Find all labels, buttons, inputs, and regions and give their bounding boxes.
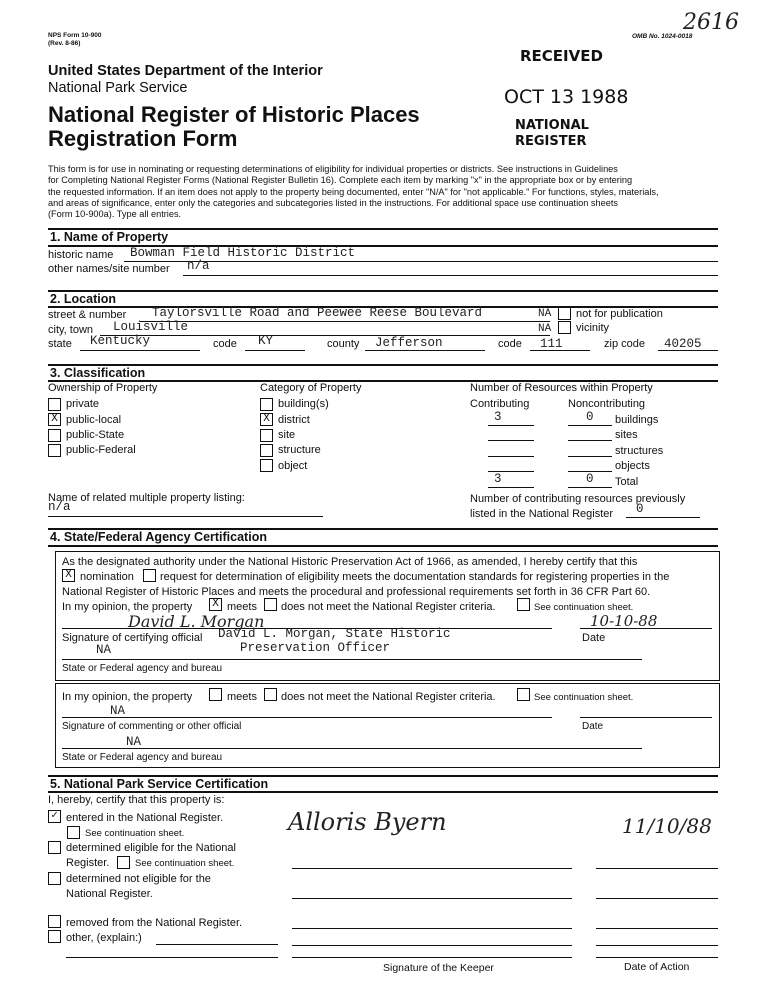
removed-label: removed from the National Register. — [66, 917, 243, 929]
agency2-value[interactable]: NA — [126, 735, 142, 749]
category-object-checkbox[interactable] — [260, 459, 273, 472]
other-names-label: other names/site number — [48, 263, 170, 275]
other-checkbox[interactable] — [48, 930, 61, 943]
certifying-official-name: David L. Morgan, State Historic Preservation Officer — [218, 627, 451, 655]
entered-label: entered in the National Register. — [66, 812, 224, 824]
county-code-label: code — [498, 338, 522, 350]
not-eligible-checkbox[interactable] — [48, 872, 61, 885]
received-date-stamp: OCT 13 1988 — [504, 86, 629, 108]
county-value[interactable]: Jefferson — [375, 336, 443, 350]
commenting-date-label: Date — [582, 721, 604, 732]
objects-label: objects — [615, 460, 650, 472]
certifying-agency-value[interactable]: NA — [96, 643, 112, 657]
county-label: county — [327, 338, 360, 350]
category-district-checkbox[interactable]: X — [260, 413, 273, 426]
meets-checkbox[interactable]: X — [209, 598, 222, 611]
resources-header: Number of Resources within Property — [470, 382, 653, 394]
section-2-title: 2. Location — [50, 292, 116, 306]
received-stamp: RECEIVED — [520, 47, 603, 65]
section-5-title: 5. National Park Service Certification — [50, 777, 269, 791]
vicinity-checkbox[interactable] — [558, 321, 571, 334]
see-cont-a-checkbox[interactable] — [67, 826, 80, 839]
state-code-value[interactable]: KY — [258, 334, 274, 348]
not-for-publication-label: not for publication — [576, 308, 663, 320]
ownership-public-state-label: public-State — [66, 429, 125, 441]
ownership-public-local-checkbox[interactable]: X — [48, 413, 61, 426]
page-title: National Register of Historic Places Registration Form — [48, 102, 420, 151]
ownership-public-state-checkbox[interactable] — [48, 429, 61, 442]
city-value[interactable]: Louisville — [113, 320, 189, 334]
section-4-title: 4. State/Federal Agency Certification — [50, 530, 267, 544]
category-district-label: district — [278, 414, 310, 426]
stamp-register: REGISTER — [515, 134, 587, 149]
meets2-label: meets — [227, 691, 257, 703]
buildings-label: buildings — [615, 414, 659, 426]
total-noncontributing[interactable]: 0 — [586, 472, 594, 486]
keeper-signature: Alloris Byern — [288, 808, 447, 836]
section-3-title: 3. Classification — [50, 366, 146, 380]
meets-label: meets — [227, 601, 257, 613]
determined-eligible-checkbox[interactable] — [48, 841, 61, 854]
other-label: other, (explain:) — [66, 932, 142, 944]
cert-line-2: request for determination of eligibility meets the documentation standards for registering properties in the — [160, 571, 670, 583]
vicinity-na: NA — [538, 323, 552, 335]
ownership-private-label: private — [66, 398, 100, 410]
buildings-noncontributing[interactable]: 0 — [586, 410, 594, 424]
zip-value[interactable]: 40205 — [664, 337, 702, 351]
certifying-signature-label: Signature of certifying official — [62, 632, 203, 644]
commenting-official-value[interactable]: NA — [110, 704, 126, 718]
ownership-public-federal-label: public-Federal — [66, 444, 136, 456]
handwritten-number: 2616 — [683, 10, 739, 35]
total-contributing[interactable]: 3 — [494, 472, 502, 486]
opinion2-prefix: In my opinion, the property — [62, 691, 193, 703]
category-site-label: site — [278, 429, 296, 441]
street-value[interactable]: Taylorsville Road and Peewee Reese Boulevard — [152, 306, 483, 320]
cert-line-1: As the designated authority under the National Historic Preservation Act of 1966, as amended, I hereby certify that this — [62, 556, 638, 568]
opinion-prefix: In my opinion, the property — [62, 601, 193, 613]
city-label: city, town — [48, 324, 94, 336]
does-not-meet2-label: does not meet the National Register criteria. — [281, 691, 496, 703]
section-1-title: 1. Name of Property — [50, 230, 169, 244]
keeper-signature-label: Signature of the Keeper — [383, 962, 494, 974]
keeper-date-label: Date of Action — [624, 961, 690, 973]
sites-label: sites — [615, 429, 638, 441]
historic-name-value[interactable]: Bowman Field Historic District — [130, 246, 356, 260]
structures-label: structures — [615, 445, 664, 457]
see-continuation-label: See continuation sheet. — [534, 602, 634, 613]
multiple-listing-label: Name of related multiple property listing: — [48, 492, 245, 504]
does-not-meet-checkbox[interactable] — [264, 598, 277, 611]
noncontributing-header: Noncontributing — [568, 398, 646, 410]
certifying-signature: David L. Morgan — [128, 612, 265, 631]
county-code-value[interactable]: 111 — [540, 337, 563, 351]
meets2-checkbox[interactable] — [209, 688, 222, 701]
not-for-publication-na: NA — [538, 308, 552, 320]
category-header: Category of Property — [260, 382, 362, 394]
does-not-meet2-checkbox[interactable] — [264, 688, 277, 701]
nomination-label: nomination — [80, 571, 134, 583]
not-for-publication-checkbox[interactable] — [558, 307, 571, 320]
category-site-checkbox[interactable] — [260, 429, 273, 442]
certifying-date-value[interactable]: 10-10-88 — [590, 612, 658, 630]
service-name: National Park Service — [48, 80, 188, 96]
nps-cert-intro: I, hereby, certify that this property is: — [48, 794, 225, 806]
form-number: NPS Form 10-900 (Rev. 8-86) — [48, 32, 102, 47]
not-eligible-label-2: National Register. — [66, 888, 153, 900]
zip-label: zip code — [604, 338, 645, 350]
previously-listed-value[interactable]: 0 — [636, 502, 644, 516]
ownership-private-checkbox[interactable] — [48, 398, 61, 411]
total-label: Total — [615, 476, 639, 488]
category-building-label: building(s) — [278, 398, 329, 410]
stamp-national: NATIONAL — [515, 118, 589, 133]
agency2-label: State or Federal agency and bureau — [62, 752, 223, 763]
see-continuation2-label: See continuation sheet. — [534, 692, 634, 703]
category-object-label: object — [278, 460, 308, 472]
category-structure-label: structure — [278, 444, 321, 456]
other-names-value[interactable]: n/a — [187, 259, 210, 273]
street-label: street & number — [48, 309, 127, 321]
historic-name-label: historic name — [48, 249, 114, 261]
multiple-listing-value[interactable]: n/a — [48, 500, 71, 514]
category-building-checkbox[interactable] — [260, 398, 273, 411]
certifying-date-label: Date — [582, 632, 606, 644]
keeper-date[interactable]: 11/10/88 — [622, 814, 712, 838]
category-structure-checkbox[interactable] — [260, 444, 273, 457]
previously-listed-label: Number of contributing resources previously listed in the National Register — [470, 493, 686, 520]
not-eligible-label: determined not eligible for the — [66, 873, 211, 885]
see-continuation-checkbox[interactable] — [517, 598, 530, 611]
ownership-public-local-label: public-local — [66, 414, 122, 426]
state-label: state — [48, 338, 72, 350]
removed-checkbox[interactable] — [48, 915, 61, 928]
department-name: United States Department of the Interior — [48, 63, 323, 79]
vicinity-label: vicinity — [576, 322, 610, 334]
ownership-header: Ownership of Property — [48, 382, 158, 394]
omb-number: OMB No. 1024-0018 — [632, 33, 693, 40]
state-value[interactable]: Kentucky — [90, 334, 151, 348]
see-continuation2-checkbox[interactable] — [517, 688, 530, 701]
see-cont-b-checkbox[interactable] — [117, 856, 130, 869]
state-code-label: code — [213, 338, 237, 350]
determined-eligible-label-2: Register. — [66, 857, 110, 869]
contributing-header: Contributing — [470, 398, 530, 410]
nomination-checkbox[interactable]: X — [62, 569, 75, 582]
request-determination-checkbox[interactable] — [143, 569, 156, 582]
ownership-public-federal-checkbox[interactable] — [48, 444, 61, 457]
see-cont-a-label: See continuation sheet. — [85, 828, 185, 839]
certifying-agency-label: State or Federal agency and bureau — [62, 663, 223, 674]
entered-checkbox[interactable]: ✓ — [48, 810, 61, 823]
determined-eligible-label: determined eligible for the National — [66, 842, 236, 854]
buildings-contributing[interactable]: 3 — [494, 410, 502, 424]
does-not-meet-label: does not meet the National Register criteria. — [281, 601, 496, 613]
commenting-official-label: Signature of commenting or other official — [62, 721, 242, 732]
instructions: This form is for use in nominating or requesting determinations of eligibility for individual properties or districts. See instructions in Guidelines for Completing National Register Forms (National Register Bulletin 16). Complete each item by marking "x" in the appropriate box or by entering the requested information. If an item does not apply to the property being documented, enter "N/A" for "not applicable." For functions, styles, materials, and areas of significance, enter only the categories and subcategories listed in the instructions. For additional space use continuation sheets (Form 10-900a). Type all entries. — [48, 164, 659, 220]
see-cont-b-label: See continuation sheet. — [135, 858, 235, 869]
cert-line-3: National Register of Historic Places and meets the procedural and professional requirements set forth in 36 CFR Part 60. — [62, 586, 651, 598]
